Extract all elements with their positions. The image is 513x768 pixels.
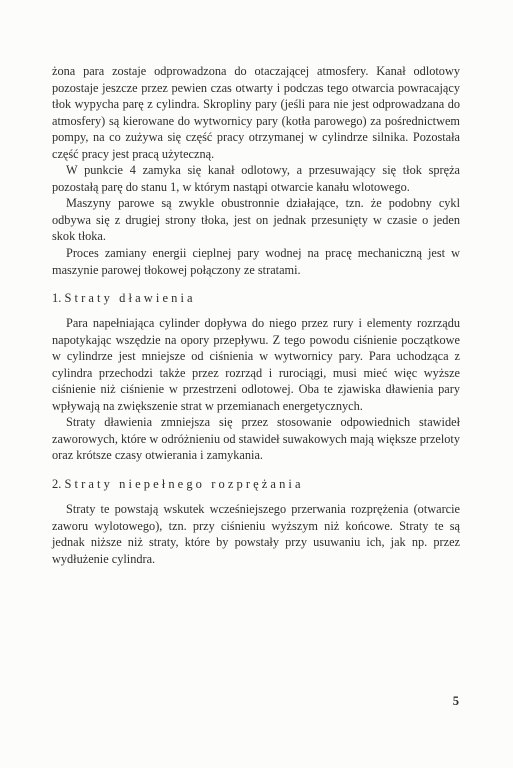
section-number: 1. — [52, 291, 62, 306]
section-number: 2. — [52, 477, 62, 492]
paragraph: Para napełniająca cylinder dopływa do niego przez rury i elementy rozrządu napotykając wszędzie na opory przepływu. Z tego powodu ciśnienie początkowe w cylindrze jest mniejsze od ciśnienia w wytwornicy pary. Para uchodząca z cylindra przechodzi także przez rozrząd i rurociągi, musi mieć więc wyższe ciśnienie niż ciśnienie w przestrzeni odlotowej. Oba te zjawiska dławienia pary wpływają na zwiększenie strat w przemianach energetycznych. — [52, 316, 460, 413]
section-title: Straty niepełnego rozprężania — [64, 477, 304, 492]
section-title: Straty dławienia — [64, 291, 196, 306]
paragraph: żona para zostaje odprowadzona do otaczającej atmosfery. Kanał odlotowy pozostaje jeszcze przez pewien czas otwarty i podczas tego otwarcia powracający tłok wypycha parę z cylindra. Skropliny pary (jeśli para nie jest odprowadzana do atmosfery) są kierowane do wytwornicy pary (kotła parowego) za pośrednictwem pompy, na co zużywa się część pracy otrzymanej w cylindrze silnika. Pozostała część pracy jest pracą użyteczną. — [52, 64, 460, 161]
paragraph: Maszyny parowe są zwykle obustronnie działające, tzn. że podobny cykl odbywa się z drugiej strony tłoka, jest on jednak przesunięty w czasie o jeden skok tłoka. — [52, 196, 460, 244]
paragraph: Proces zamiany energii cieplnej pary wodnej na pracę mechaniczną jest w maszynie parowej tłokowej połączony ze stratami. — [52, 246, 460, 277]
paragraph: Straty dławienia zmniejsza się przez stosowanie odpowiednich stawideł zaworowych, które w odróżnieniu od stawideł suwakowych mają większe przeloty oraz krótsze czasy otwierania i zamykania. — [52, 415, 460, 463]
paragraph: W punkcie 4 zamyka się kanał odlotowy, a przesuwający się tłok spręża pozostałą parę do stanu 1, w którym nastąpi otwarcie kanału wlotowego. — [52, 163, 460, 194]
paragraph: Straty te powstają wskutek wcześniejszego przerwania rozprężenia (otwarcie zaworu wylotowego), tzn. przy ciśnieniu wyższym niż końcowe. Straty te są jednak niższe niż straty, które by powstały przy usuwaniu ich, jak np. przez wydłużenie cylindra. — [52, 502, 460, 566]
page-number: 5 — [452, 694, 459, 708]
section-heading-1 — [52, 290, 460, 306]
body-text — [52, 63, 460, 567]
section-heading-2 — [52, 476, 460, 492]
